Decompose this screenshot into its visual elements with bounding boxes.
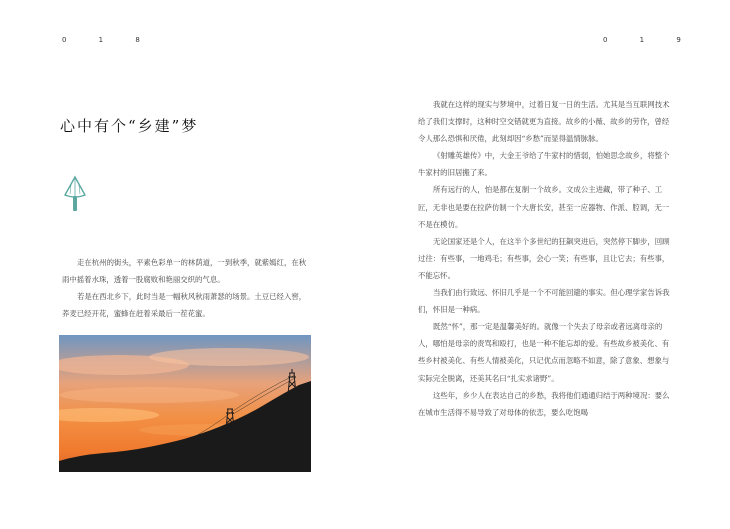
- right-page-number: 0 1 9: [603, 36, 696, 44]
- right-paragraph-6: 既然“怀”，那一定是温馨美好的。就像一个失去了母亲或者远离母亲的人，哪怕是母亲的责骂和殴打，也是一种不能忘却的爱。有些故乡被美化、有些乡村被美化、有些人情被美化，只记优点而忽略不如意，除了意象、想象与实际完全脱离，还美其名曰“扎实求诸野”。: [418, 322, 670, 383]
- left-paragraph-2: 若是在西北乡下，此时当是一幅秋风秋雨萧瑟的场景。土豆已经入窖，荞麦已经开花，蜜蜂在赶着采最后一茬花蜜。: [62, 292, 307, 318]
- left-page-number: 0 1 8: [62, 36, 155, 44]
- sunset-photo: [59, 335, 311, 472]
- left-paragraph-1: 走在杭州的街头，平素色彩单一的林荫道，一到秋季，就紫嫣红，在秋雨中摇着水珠，透着一股腐败和艳丽交织的气息。: [62, 258, 307, 284]
- right-paragraph-3: 所有远行的人，怕是都在复制一个故乡。文成公主进藏，带了种子、工匠，无非也是要在拉萨仿制一个大唐长安，甚至一应器物、作派、腔调，无一不是在模仿。: [418, 185, 670, 229]
- right-paragraph-2: 《射雕英雄传》中，大金王爷给了牛家村的惜弱，怕她思念故乡，将整个牛家村的旧居搬了来。: [418, 151, 670, 178]
- right-paragraph-7: 这些年，乡少人在表达自己的乡愁，我将他们通通归结于两种境况：要么在城市生活得不易导致了对母体的依恋，要么吃饱喝: [418, 390, 670, 417]
- chapter-title: 心中有个“乡建”梦: [60, 117, 199, 135]
- left-body-text: [62, 254, 312, 322]
- right-paragraph-1: 我就在这样的现实与梦境中，过着日复一日的生活。尤其是当互联网技术给了我们支撑时，这种时空交错就更为直接。故乡的小薇、故乡的劳作，曾经令人那么恐惧和厌倦，此刻却因“乡愁”而显得温情脉脉。: [418, 100, 670, 144]
- right-paragraph-4: 无论国家还是个人，在这半个多世纪的狂飙突进后，突然停下脚步，回顾过往：有些事，一地鸡毛；有些事，会心一笑；有些事，且让它去；有些事，不能忘怀。: [418, 236, 670, 280]
- mushroom-icon: [63, 175, 87, 215]
- right-paragraph-5: 当我们由行致远、怀旧几乎是一个不可能回避的事实。但心理学家告诉我们，怀旧是一种病。: [418, 288, 670, 315]
- right-body-text: [418, 96, 673, 421]
